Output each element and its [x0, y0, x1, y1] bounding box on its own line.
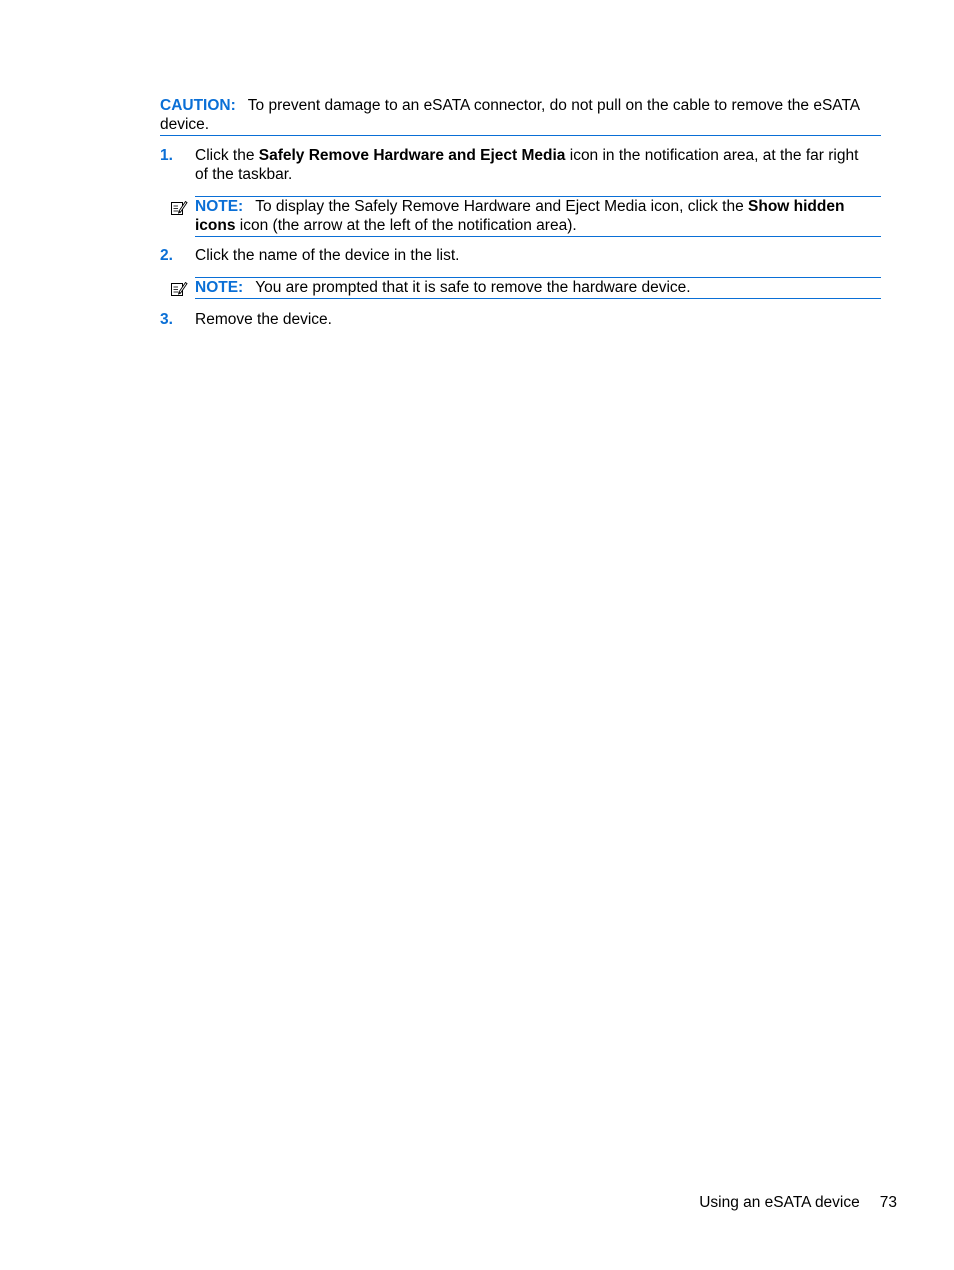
step-2: [160, 246, 860, 265]
step-number: 2.: [160, 247, 173, 264]
caution-box: [160, 96, 881, 136]
note-text-part: To display the Safely Remove Hardware and Eject Media icon, click the: [255, 198, 749, 215]
step-text-part: icon in the notification area, at the far right of the taskbar.: [195, 147, 859, 183]
note-pencil-icon: [170, 280, 188, 298]
note-label: NOTE:: [195, 279, 244, 296]
note-label: NOTE:: [195, 198, 244, 215]
step-number: 3.: [160, 311, 173, 328]
step-text: Click the name of the device in the list.: [195, 247, 460, 264]
footer-section-title: Using an eSATA device: [699, 1194, 860, 1211]
step-number: 1.: [160, 147, 173, 164]
note-box-2: [195, 277, 881, 299]
page-footer: [600, 1193, 897, 1212]
caution-label: CAUTION:: [160, 97, 236, 114]
step-bold-term: Safely Remove Hardware and Eject Media: [258, 147, 566, 164]
caution-text: To prevent damage to an eSATA connector, do not pull on the cable to remove the eSATA device.: [160, 97, 860, 133]
note-text-part: icon (the arrow at the left of the notification area).: [235, 217, 577, 234]
note-box-1: [195, 196, 881, 237]
step-3: [160, 310, 860, 329]
step-text-part: Click the: [195, 147, 259, 164]
step-1: [160, 146, 860, 184]
note-bold-term: Show hidden icons: [195, 198, 845, 234]
note-pencil-icon: [170, 199, 188, 217]
step-text: [195, 146, 860, 184]
step-text: Remove the device.: [195, 311, 332, 328]
page-number: 73: [879, 1194, 897, 1211]
note-text: You are prompted that it is safe to remove the hardware device.: [255, 279, 691, 296]
